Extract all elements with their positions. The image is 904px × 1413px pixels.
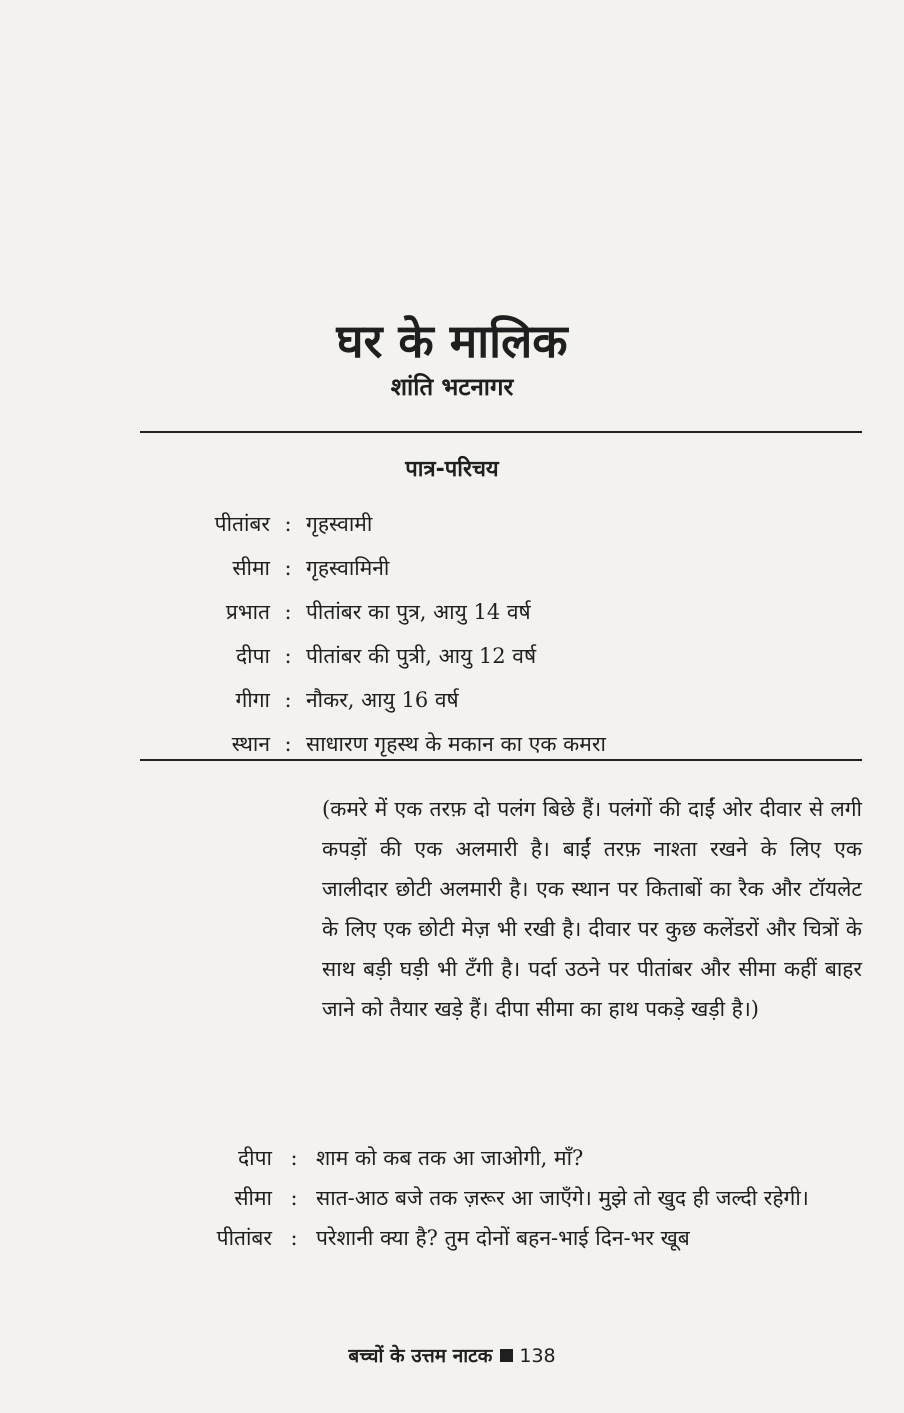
cast-row: गीगा : नौकर, आयु 16 वर्ष: [140, 678, 840, 722]
cast-desc: गृहस्वामी: [306, 512, 373, 536]
cast-name: दीपा: [236, 644, 270, 668]
cast-name: स्थान: [231, 732, 270, 756]
cast-name: सीमा: [232, 556, 270, 580]
speech-text: सात-आठ बजे तक ज़रूर आ जाएँगे। मुझे तो खुद ही जल्दी रहेगी।: [316, 1186, 809, 1210]
cast-name: प्रभात: [225, 600, 270, 624]
dialogue-line: दीपा : शाम को कब तक आ जाओगी, माँ?: [140, 1138, 870, 1178]
play-title: घर के मालिक: [336, 314, 568, 368]
cast-desc: नौकर, आयु 16 वर्ष: [306, 688, 459, 712]
cast-list: [140, 502, 840, 766]
speech-text: परेशानी क्या है? तुम दोनों बहन-भाई दिन-भर खूब: [316, 1226, 690, 1250]
cast-desc: गृहस्वामिनी: [306, 556, 390, 580]
cast-row: प्रभात : पीतांबर का पुत्र, आयु 14 वर्ष: [140, 590, 840, 634]
page-footer: [0, 1343, 904, 1369]
cast-row: दीपा : पीतांबर की पुत्री, आयु 12 वर्ष: [140, 634, 840, 678]
speaker-name: पीतांबर: [216, 1226, 272, 1250]
cast-name: गीगा: [235, 688, 270, 712]
speech-text: शाम को कब तक आ जाओगी, माँ?: [316, 1146, 584, 1170]
dialogue-line: पीतांबर : परेशानी क्या है? तुम दोनों बहन-भाई दिन-भर खूब: [140, 1218, 870, 1258]
speaker-name: सीमा: [234, 1186, 272, 1210]
top-divider: [140, 431, 862, 433]
page-number: 138: [519, 1345, 556, 1367]
cast-name: पीतांबर: [214, 512, 270, 536]
square-bullet-icon: [500, 1349, 513, 1362]
dialogue-line: सीमा : सात-आठ बजे तक ज़रूर आ जाएँगे। मुझे तो खुद ही जल्दी रहेगी।: [140, 1178, 870, 1218]
dialogue-block: [140, 1138, 870, 1258]
cast-desc: साधारण गृहस्थ के मकान का एक कमरा: [306, 732, 606, 756]
stage-direction: (कमरे में एक तरफ़ दो पलंग बिछे हैं। पलंगों की दाईं ओर दीवार से लगी कपड़ों की एक अलमारी है। बाईं तरफ़ नाश्ता रखने के लिए एक जालीदार छोटी अलमारी है। एक स्थान पर किताबों का रैक और टॉयलेट के लिए एक छोटी मेज़ भी रखी है। दीवार पर कुछ कलेंडरों और चित्रों के साथ बड़ी घड़ी भी टँगी है। पर्दा उठने पर पीतांबर और सीमा कहीं बाहर जाने को तैयार खड़े हैं। दीपा सीमा का हाथ पकड़े खड़ी है।): [322, 797, 862, 1021]
author-name: शांति भटनागर: [390, 373, 514, 401]
cast-heading: पात्र-परिचय: [405, 457, 499, 482]
speaker-name: दीपा: [238, 1146, 272, 1170]
book-title: बच्चों के उत्तम नाटक: [348, 1345, 493, 1367]
cast-row: स्थान : साधारण गृहस्थ के मकान का एक कमरा: [140, 722, 840, 766]
bottom-divider: [140, 759, 862, 761]
cast-desc: पीतांबर की पुत्री, आयु 12 वर्ष: [306, 644, 537, 668]
cast-row: पीतांबर : गृहस्वामी: [140, 502, 840, 546]
cast-row: सीमा : गृहस्वामिनी: [140, 546, 840, 590]
cast-desc: पीतांबर का पुत्र, आयु 14 वर्ष: [306, 600, 531, 624]
